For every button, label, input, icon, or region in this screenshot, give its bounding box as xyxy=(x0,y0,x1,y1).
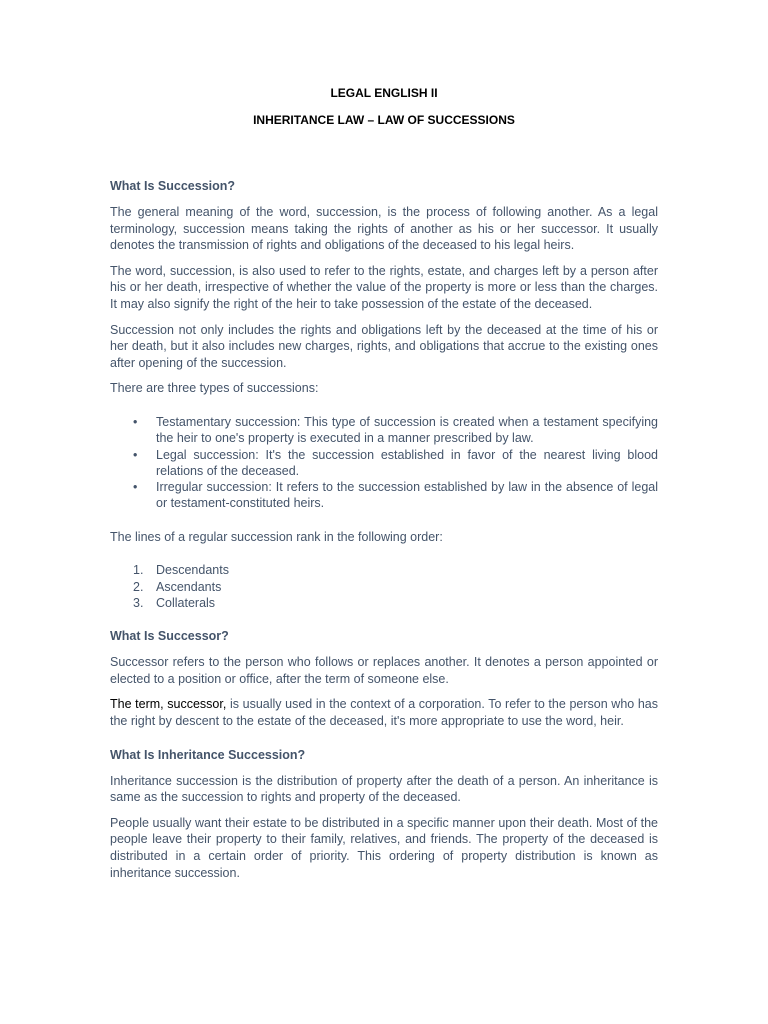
list-number: 3. xyxy=(133,595,144,610)
list-item-text: Legal succession: It's the succession established in favor of the nearest living blood relations of the deceased. xyxy=(156,447,658,478)
term-highlight: The term, successor, xyxy=(110,697,227,712)
list-number: 1. xyxy=(133,563,144,578)
types-intro: There are three types of successions: xyxy=(110,381,319,396)
section-heading-succession: What Is Succession? xyxy=(110,179,236,193)
paragraph: Succession not only includes the rights and obligations left by the deceased at the time of his or her death, but it also includes new charges, rights, and obligations that accrue to the existing ones after opening of the succession. xyxy=(110,322,658,370)
list-item-text: Ascendants xyxy=(156,579,222,594)
succession-order-list xyxy=(110,562,658,611)
paragraph: Inheritance succession is the distribution of property after the death of a person. An inheritance is same as the succession to rights and property of the deceased. xyxy=(110,773,658,805)
section-heading-successor: What Is Successor? xyxy=(110,629,229,644)
bullet-icon: • xyxy=(133,447,138,462)
paragraph: Successor refers to the person who follows or replaces another. It denotes a person appointed or elected to a position or office, after the term of someone else. xyxy=(110,655,658,686)
paragraph: The word, succession, is also used to refer to the rights, estate, and charges left by a person after his or her death, irrespective of whether the value of the property is more or less than the charges. It may also signify the right of the heir to take possession of the estate of the deceased. xyxy=(110,263,658,311)
list-number: 2. xyxy=(133,579,144,594)
succession-types-list xyxy=(110,414,658,512)
list-item xyxy=(133,414,658,447)
bullet-icon: • xyxy=(133,414,138,429)
list-item xyxy=(133,579,658,595)
document-subtitle: INHERITANCE LAW – LAW OF SUCCESSIONS xyxy=(253,113,515,127)
paragraph xyxy=(110,696,658,729)
paragraph: People usually want their estate to be distributed in a specific manner upon their death. Most of the people leave their property to their family, relatives, and friends. The property of the deceased is distributed in a certain order of priority. This ordering of property distribution is known as inheritance succession. xyxy=(110,815,658,880)
section-heading-inheritance: What Is Inheritance Succession? xyxy=(110,747,306,762)
bullet-icon: • xyxy=(133,480,138,495)
list-item xyxy=(133,562,658,578)
list-item xyxy=(133,595,658,611)
paragraph: The general meaning of the word, succession, is the process of following another. As a legal terminology, succession means taking the rights of another as his or her successor. It usually denotes the transmission of rights and obligations of the deceased to his legal heirs. xyxy=(110,205,658,253)
list-item-text: Descendants xyxy=(156,563,229,578)
paragraph-rest: is usually used in the context of a corporation. To refer to the person who has the right by descent to the estate of the deceased, it's more appropriate to use the word, heir. xyxy=(110,697,659,728)
document-title: LEGAL ENGLISH II xyxy=(330,86,438,100)
list-item-text: Collaterals xyxy=(156,595,216,610)
list-item xyxy=(133,479,658,512)
list-item-text: Irregular succession: It refers to the succession established by law in the absence of legal or testament-constituted heirs. xyxy=(156,480,658,511)
order-intro: The lines of a regular succession rank in the following order: xyxy=(110,529,443,544)
list-item-text: Testamentary succession: This type of succession is created when a testament specifying the heir to one's property is executed in a manner prescribed by law. xyxy=(156,414,658,446)
list-item xyxy=(133,447,658,480)
